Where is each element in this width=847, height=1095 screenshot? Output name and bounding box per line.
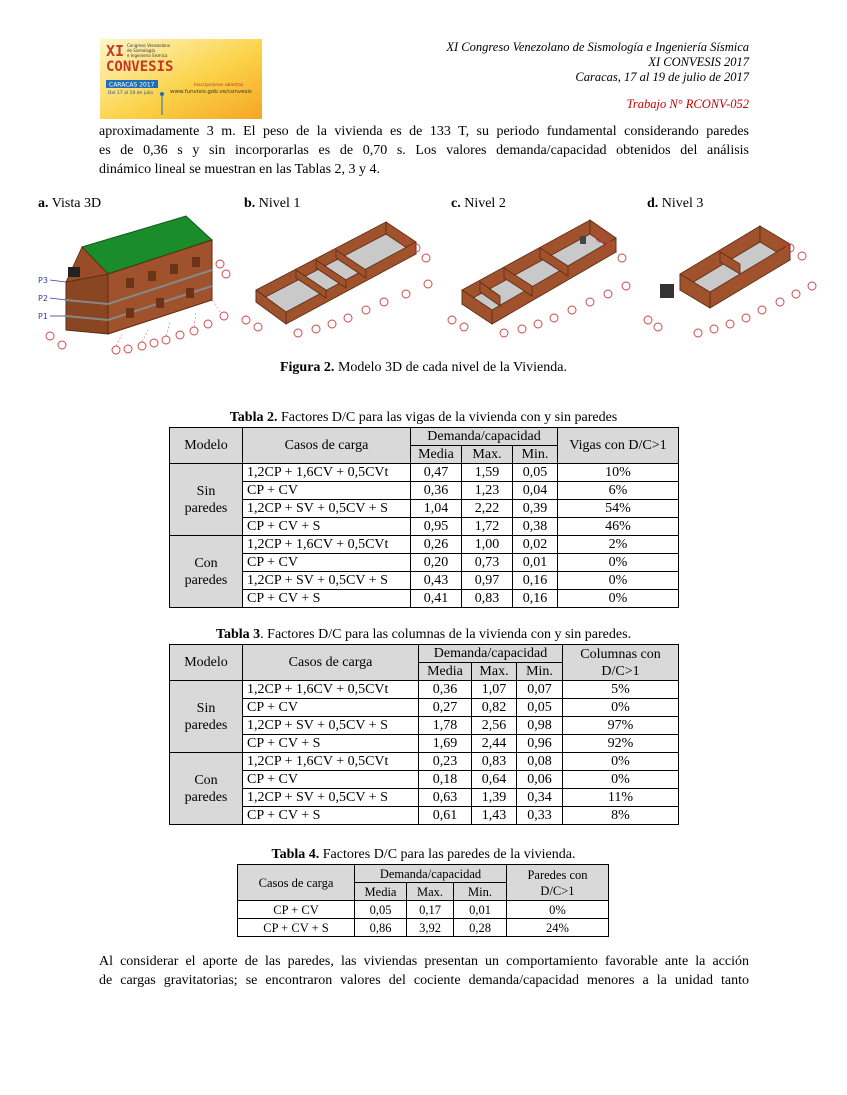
table-header: Vigas con D/C>1 (558, 428, 679, 464)
table-header: Demanda/capacidad (355, 865, 507, 883)
table-header: Media (419, 663, 472, 681)
table-row: CP + CV + S 0,41 0,83 0,16 0% (170, 590, 679, 608)
table-header: Min. (517, 663, 563, 681)
table-row: Sin paredes 1,2CP + 1,6CV + 0,5CVt 0,47 1,59 0,05 10% (170, 464, 679, 482)
table-row: CP + CV 0,18 0,64 0,06 0% (170, 771, 679, 789)
paper-id: Trabajo N° RCONV-052 (626, 97, 749, 111)
figure-level-3 (640, 212, 840, 363)
model-cell: Sin paredes (170, 681, 243, 753)
level-tag-p1: P1 (38, 312, 48, 321)
table-row: Con paredes 1,2CP + 1,6CV + 0,5CVt 0,23 0,83 0,08 0% (170, 753, 679, 771)
header-line-3: Caracas, 17 al 19 de julio de 2017 (575, 70, 749, 84)
table-3 (169, 644, 679, 825)
table-row: CP + CV + S 0,95 1,72 0,38 46% (170, 518, 679, 536)
model-cell: Con paredes (170, 536, 243, 608)
level-tag-p2: P2 (38, 294, 48, 303)
table-row: CP + CV 0,20 0,73 0,01 0% (170, 554, 679, 572)
table-header: Min. (513, 446, 558, 464)
svg-text:e Ingeniería Sísmica: e Ingeniería Sísmica (127, 53, 168, 58)
table-header: Demanda/capacidad (419, 645, 563, 663)
svg-text:Del 17 al 19 de julio: Del 17 al 19 de julio (108, 91, 154, 96)
table-row: 1,2CP + SV + 0,5CV + S 1,04 2,22 0,39 54% (170, 500, 679, 518)
logo-convesis: CONVESIS (106, 59, 174, 75)
table-row: 1,2CP + SV + 0,5CV + S 0,43 0,97 0,16 0% (170, 572, 679, 590)
panel-label-d: d. Nivel 3 (647, 196, 704, 211)
table-2 (169, 427, 679, 608)
table-row: 1,2CP + SV + 0,5CV + S 0,63 1,39 0,34 11% (170, 789, 679, 807)
table-4-caption: Tabla 4. Factores D/C para las paredes de la vivienda. (271, 847, 576, 862)
figure-level-2 (440, 212, 640, 363)
intro-line: aproximadamente 3 m. El peso de la vivienda es de 133 T, su periodo fundamental considerando paredes (99, 124, 749, 139)
table-row: CP + CV + S 0,61 1,43 0,33 8% (170, 807, 679, 825)
conference-header (446, 40, 749, 112)
table-header: Max. (462, 446, 513, 464)
model-cell: Con paredes (170, 753, 243, 825)
svg-text:de Sismología: de Sismología (127, 48, 156, 53)
intro-line: dinámico lineal se muestran en las Tablas 2, 3 y 4. (99, 162, 381, 177)
table-header: Modelo (170, 428, 243, 464)
table-header: Max. (472, 663, 517, 681)
model-cell: Sin paredes (170, 464, 243, 536)
table-header: Media (411, 446, 462, 464)
header-line-1: XI Congreso Venezolano de Sismología e Ingeniería Sísmica (446, 40, 749, 54)
panel-label-c: c. Nivel 2 (451, 196, 506, 211)
table-row: Sin paredes 1,2CP + 1,6CV + 0,5CVt 0,36 1,07 0,07 5% (170, 681, 679, 699)
table-3-caption: Tabla 3. Factores D/C para las columnas de la vivienda con y sin paredes. (215, 627, 632, 642)
figure-caption: Figura 2. Modelo 3D de cada nivel de la Vivienda. (279, 360, 567, 375)
intro-line: es de 0,36 s y sin incorporarlas es de 0,70 s. Los valores demanda/capacidad obtenidos del análisis (99, 143, 749, 158)
table-row: CP + CV 0,27 0,82 0,05 0% (170, 699, 679, 717)
table-row: Con paredes 1,2CP + 1,6CV + 0,5CVt 0,26 1,00 0,02 2% (170, 536, 679, 554)
svg-text:Congreso Venezolano: Congreso Venezolano (127, 43, 171, 48)
table-header: Demanda/capacidad (411, 428, 558, 446)
table-row: 1,2CP + SV + 0,5CV + S 1,78 2,56 0,98 97% (170, 717, 679, 735)
figure-level-1 (236, 212, 436, 363)
svg-text:CARACAS 2017: CARACAS 2017 (109, 81, 155, 89)
svg-text:www.funvisis.gob.ve/convesis: www.funvisis.gob.ve/convesis (170, 89, 252, 95)
table-4 (237, 864, 609, 937)
table-row: CP + CV 0,05 0,17 0,01 0% (238, 901, 609, 919)
table-header: Min. (454, 883, 507, 901)
table-header: Casos de carga (238, 865, 355, 901)
closing-line: de cargas gravitatorias; se encontraron valores del cociente demanda/capacidad menores a la unidad tanto (99, 973, 749, 988)
header-line-2: XI CONVESIS 2017 (648, 55, 749, 69)
conference-logo (100, 39, 262, 119)
table-2-caption: Tabla 2. Factores D/C para las vigas de la vivienda con y sin paredes (229, 410, 618, 425)
closing-paragraph (99, 952, 749, 990)
table-header: Paredes con D/C>1 (507, 865, 609, 901)
table-row: CP + CV 0,36 1,23 0,04 6% (170, 482, 679, 500)
table-header: Modelo (170, 645, 243, 681)
table-header: Casos de carga (243, 645, 419, 681)
table-row: CP + CV + S 1,69 2,44 0,96 92% (170, 735, 679, 753)
svg-text:Inscripciones abiertas: Inscripciones abiertas (194, 83, 244, 88)
intro-paragraph (99, 122, 749, 179)
table-header: Columnas con D/C>1 (563, 645, 679, 681)
panel-label-b: b. Nivel 1 (244, 196, 301, 211)
figure-3d-view (36, 212, 236, 363)
closing-line: Al considerar el aporte de las paredes, las viviendas presentan un comportamiento favorable ante la acción (99, 954, 749, 969)
table-header: Casos de carga (243, 428, 411, 464)
logo-xi: XI (106, 42, 125, 60)
level-tag-p3: P3 (38, 276, 48, 285)
table-header: Max. (407, 883, 454, 901)
table-header: Media (355, 883, 407, 901)
panel-label-a: a. Vista 3D (38, 196, 102, 211)
table-row: CP + CV + S 0,86 3,92 0,28 24% (238, 919, 609, 937)
